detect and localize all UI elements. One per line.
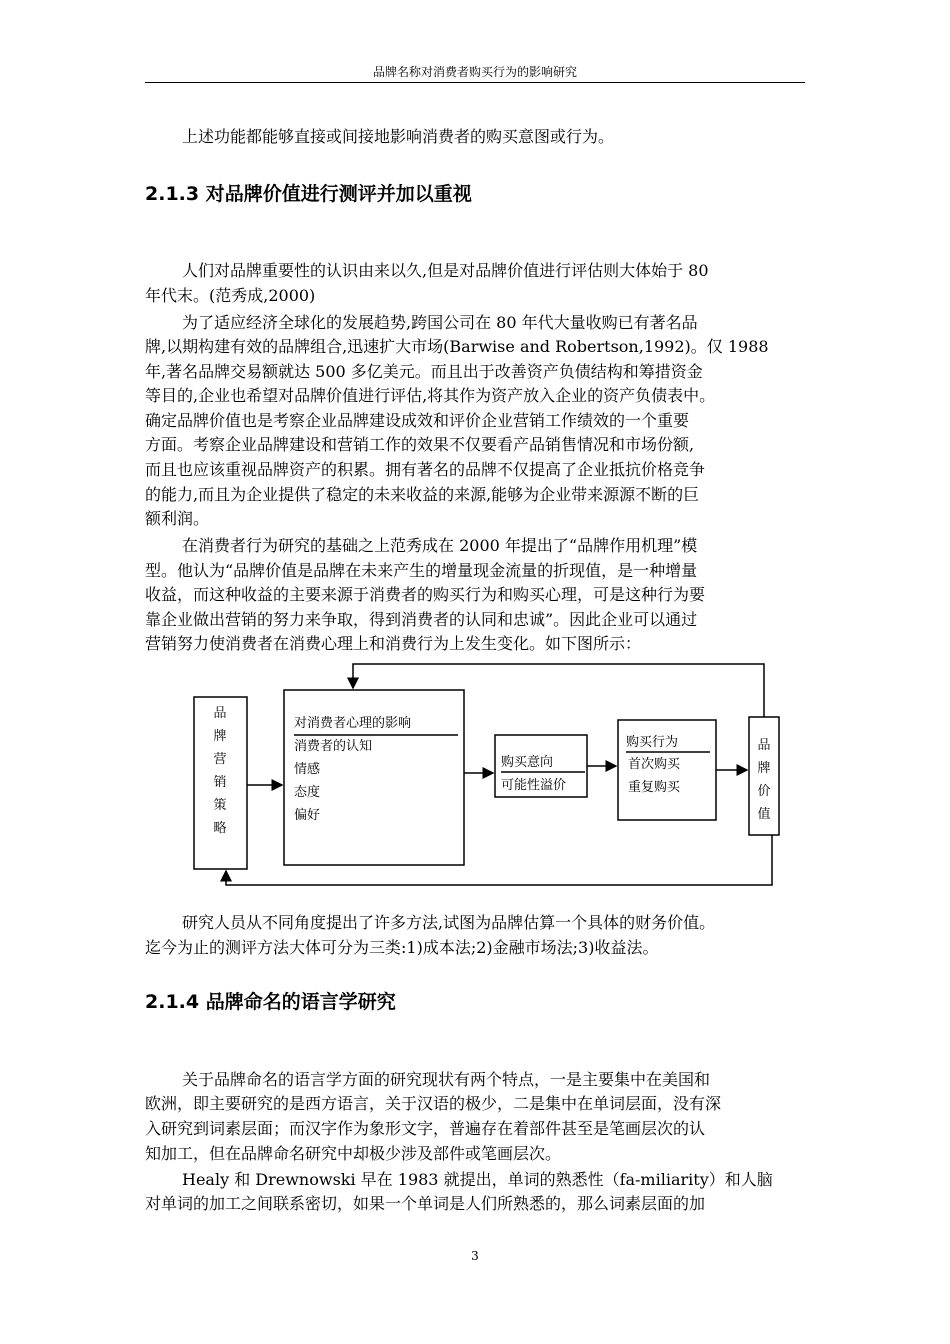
box1-char: 销 (213, 775, 227, 790)
box4-title: 购买行为 (626, 735, 679, 750)
header-rule (145, 82, 805, 83)
text-line: 欧洲，即主要研究的是西方语言，关于汉语的极少，二是集中在单词层面，没有深 (145, 1094, 722, 1113)
box3-title: 购买意向 (501, 755, 554, 770)
box2-item: 偏好 (294, 808, 321, 823)
box5-char: 牌 (757, 761, 771, 776)
text-line: 在消费者行为研究的基础之上范秀成在 2000 年提出了“品牌作用机理”模 (182, 536, 698, 555)
text-line: 对单词的加工之间联系密切，如果一个单词是人们所熟悉的，那么词素层面的加 (145, 1194, 706, 1213)
text-line: 为了适应经济全球化的发展趋势,跨国公司在 80 年代大量收购已有著名品 (182, 313, 698, 332)
text-line: 关于品牌命名的语言学方面的研究现状有两个特点，一是主要集中在美国和 (182, 1070, 711, 1089)
box2-title: 对消费者心理的影响 (294, 716, 412, 731)
text-line: 入研究到词素层面；而汉字作为象形文字，普遍存在着部件甚至是笔画层次的认 (145, 1119, 706, 1138)
section-heading-2-1-3: 2.1.3 对品牌价值进行测评并加以重视 (145, 183, 472, 205)
box5-char: 值 (757, 807, 771, 822)
box3-item: 可能性溢价 (501, 778, 567, 793)
text-line: Healy 和 Drewnowski 早在 1983 就提出，单词的熟悉性（fa-miliarity）和人脑 (182, 1170, 773, 1189)
box1-char: 品 (213, 706, 227, 721)
brand-mechanism-diagram (190, 660, 780, 896)
box1-char: 策 (213, 798, 227, 813)
section-heading-2-1-4: 2.1.4 品牌命名的语言学研究 (145, 991, 396, 1013)
text-line: 型。他认为“品牌价值是品牌在未来产生的增量现金流量的折现值，是一种增量 (145, 561, 698, 580)
box1-char: 略 (213, 821, 227, 836)
text-line: 的能力,而且为企业提供了稳定的未来收益的来源,能够为企业带来源源不断的巨 (145, 485, 700, 504)
text-line: 年代末。(范秀成,2000) (145, 286, 316, 305)
text-line: 上述功能都能够直接或间接地影响消费者的购买意图或行为。 (182, 127, 615, 146)
text-line: 营销努力使消费者在消费心理上和消费行为上发生变化。如下图所示： (145, 634, 642, 653)
page-number: 3 (471, 1249, 479, 1263)
text-line: 等目的,企业也希望对品牌价值进行评估,将其作为资产放入企业的资产负债表中。 (145, 386, 716, 405)
box4-item: 重复购买 (628, 780, 681, 795)
text-line: 额利润。 (145, 509, 210, 528)
text-line: 靠企业做出营销的努力来争取，得到消费者的认同和忠诚”。因此企业可以通过 (145, 610, 698, 629)
running-header: 品牌名称对消费者购买行为的影响研究 (372, 65, 577, 79)
text-line: 确定品牌价值也是考察企业品牌建设成效和评价企业营销工作绩效的一个重要 (145, 411, 690, 430)
text-line: 牌,以期构建有效的品牌组合,迅速扩大市场(Barwise and Robertson,1992)。仅 1988 (145, 337, 769, 356)
text-line: 而且也应该重视品牌资产的积累。拥有著名的品牌不仅提高了企业抵抗价格竞争 (145, 460, 706, 479)
box2-item: 态度 (294, 785, 321, 800)
text-line: 迄今为止的测评方法大体可分为三类:1)成本法;2)金融市场法;3)收益法。 (145, 938, 659, 957)
text-line: 人们对品牌重要性的认识由来以久,但是对品牌价值进行评估则大体始于 80 (182, 261, 709, 280)
box4-item: 首次购买 (628, 757, 681, 772)
text-line: 方面。考察企业品牌建设和营销工作的效果不仅要看产品销售情况和市场份额, (145, 435, 695, 454)
box5-char: 价 (757, 784, 771, 799)
text-line: 知加工，但在品牌命名研究中却极少涉及部件或笔画层次。 (145, 1144, 562, 1163)
text-line: 收益，而这种收益的主要来源于消费者的购买行为和购买心理，可是这种行为要 (145, 585, 706, 604)
diagram-canvas (190, 660, 780, 896)
text-line: 研究人员从不同角度提出了许多方法,试图为品牌估算一个具体的财务价值。 (182, 913, 716, 932)
box1-char: 牌 (213, 729, 227, 744)
box5-char: 品 (757, 738, 771, 753)
box1-char: 营 (213, 752, 227, 767)
text-line: 年,著名品牌交易额就达 500 多亿美元。而且出于改善资产负债结构和筹措资金 (145, 362, 703, 381)
box2-item: 消费者的认知 (294, 739, 373, 754)
box2-item: 情感 (294, 762, 321, 777)
